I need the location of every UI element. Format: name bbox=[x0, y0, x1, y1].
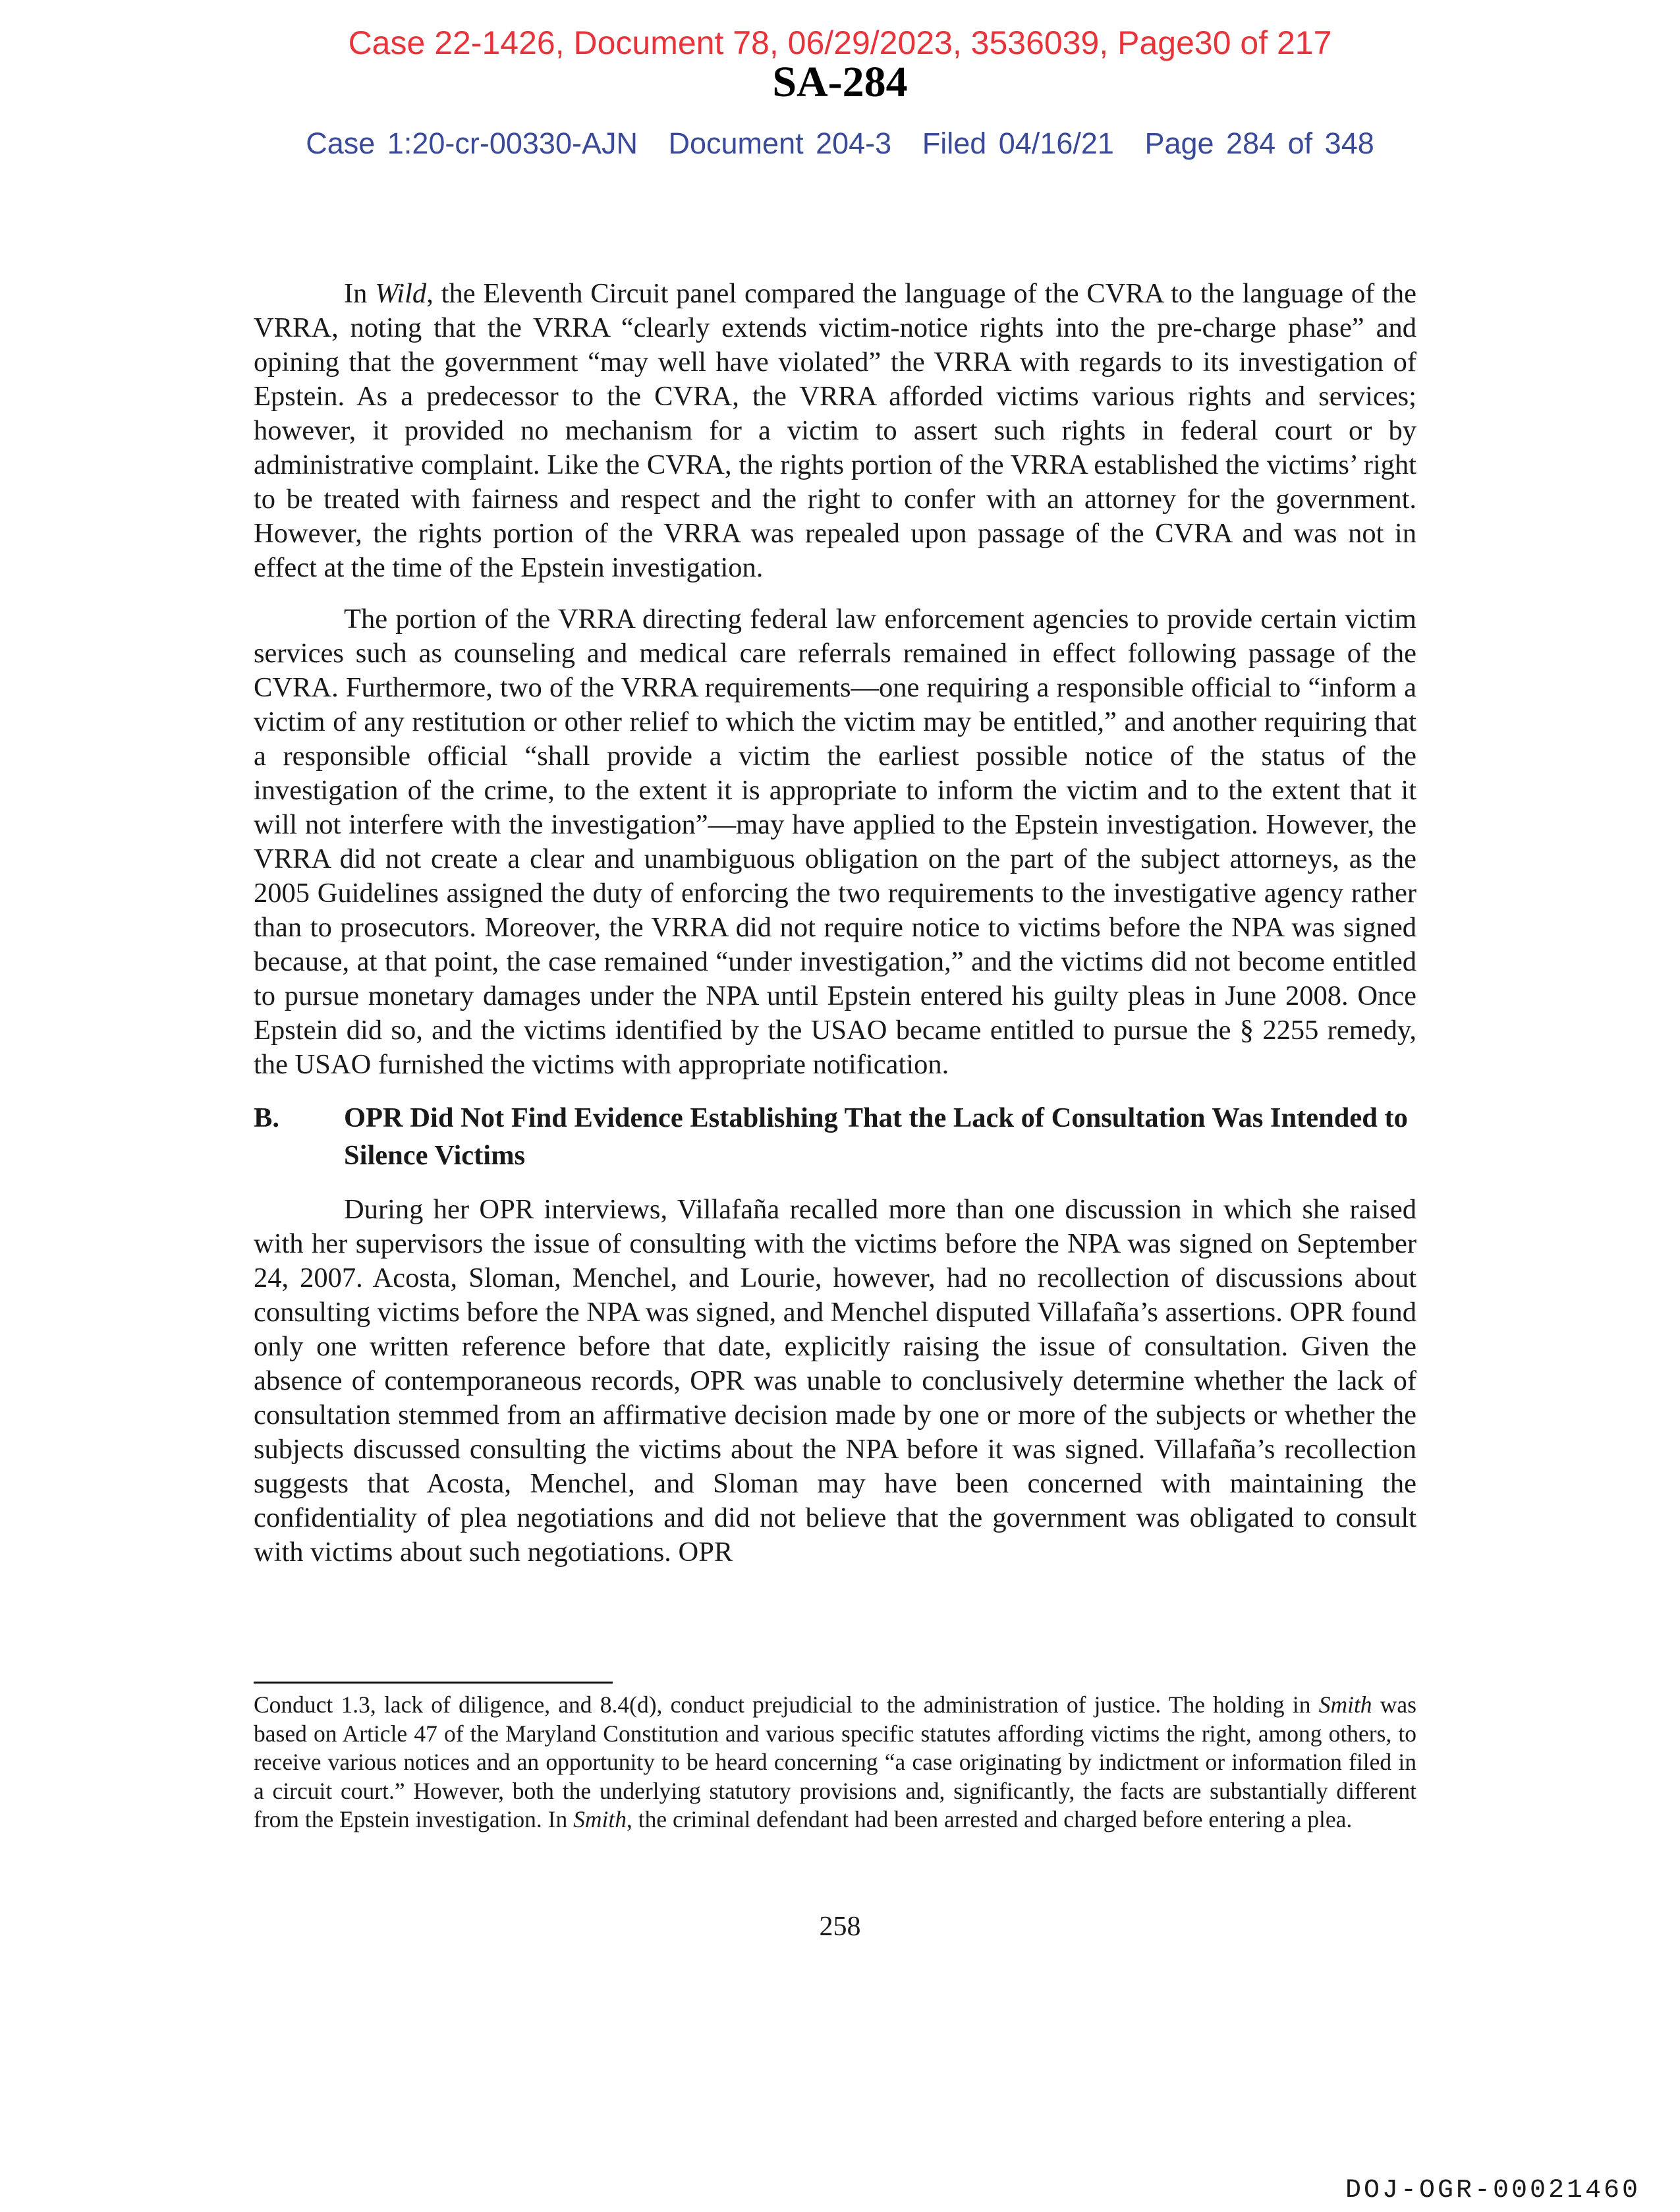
bates-stamp: DOJ-OGR-00021460 bbox=[1345, 2176, 1640, 2205]
case-name-italic: Smith bbox=[1318, 1691, 1372, 1718]
district-case-stamp bbox=[0, 128, 1680, 158]
footnote-separator bbox=[254, 1682, 613, 1684]
footnote-text: , the criminal defendant had been arrested and charged before entering a plea. bbox=[626, 1806, 1353, 1832]
paragraph-opr-interviews: During her OPR interviews, Villafaña recalled more than one discussion in which she raised with her supervisors the issue of consulting with the victims before the NPA was signed on September 24, 2007. Acosta, Sloman, Menchel, and Lourie, however, had no recollection of discussions about consulting victims before the NPA was signed, and Menchel disputed Villafaña’s assertions. OPR found only one written reference before that date, explicitly raising the issue of consultation. Given the absence of contemporaneous records, OPR was unable to conclusively determine whether the lack of consultation stemmed from an affirmative decision made by one or more of the subjects or whether the subjects discussed consulting the victims about the NPA before it was signed. Villafaña’s recollection suggests that Acosta, Menchel, and Sloman may have been concerned with maintaining the confidentiality of plea negotiations and did not believe that the government was obligated to consult with victims about such negotiations. OPR bbox=[254, 1194, 1416, 1568]
case-name-italic: Smith bbox=[573, 1806, 627, 1832]
district-case-number: Case 1:20-cr-00330-AJN bbox=[306, 127, 638, 160]
district-page-count: Page 284 of 348 bbox=[1144, 127, 1374, 160]
paragraph-text: In bbox=[344, 278, 376, 309]
footnote bbox=[254, 1691, 1416, 1834]
footnote-text: was based on Article 47 of the Maryland Constitution and various specific statutes affording victims the right, among others, to receive various notices and an opportunity to be heard concerning “a case originating by indictment or information filed in a circuit court.” However, both the underlying statutory provisions and, significantly, the facts are substantially different from the Epstein investigation. In bbox=[254, 1691, 1416, 1832]
district-filed-date: Filed 04/16/21 bbox=[922, 127, 1114, 160]
paragraph-text: , the Eleventh Circuit panel compared the language of the CVRA to the language of the VRRA, noting that the VRRA “clearly extends victim-notice rights into the pre-charge phase” and opining that the government “may well have violated” the VRRA with regards to its investigation of Epstein. As a predecessor to the CVRA, the VRRA afforded victims various rights and services; however, it provided no mechanism for a victim to assert such rights in federal court or by administrative complaint. Like the CVRA, the rights portion of the VRRA established the victims’ right to be treated with fairness and respect and the right to confer with an attorney for the government. However, the rights portion of the VRRA was repealed upon passage of the CVRA and was not in effect at the time of the Epstein investigation. bbox=[254, 278, 1416, 583]
paragraph-wild-vrra bbox=[254, 277, 1416, 585]
sa-page-label: SA-284 bbox=[772, 58, 908, 106]
section-heading bbox=[254, 1099, 1416, 1174]
document-body bbox=[254, 277, 1416, 1587]
section-letter: B. bbox=[254, 1102, 279, 1133]
appellate-case-stamp: Case 22-1426, Document 78, 06/29/2023, 3536039, Page30 of 217 bbox=[348, 24, 1332, 61]
district-document-number: Document 204-3 bbox=[668, 127, 892, 160]
paragraph-vrra-services: The portion of the VRRA directing federal law enforcement agencies to provide certain victim services such as counseling and medical care referrals remained in effect following passage of the CVRA. Furthermore, two of the VRRA requirements—one requiring a responsible official to “inform a victim of any restitution or other relief to which the victim may be entitled,” and another requiring that a responsible official “shall provide a victim the earliest possible notice of the status of the investigation of the crime, to the extent it is appropriate to inform the victim and to the extent that it will not interfere with the investigation”—may have applied to the Epstein investigation. However, the VRRA did not create a clear and unambiguous obligation on the part of the subject attorneys, as the 2005 Guidelines assigned the duty of enforcing the two requirements to the investigative agency rather than to prosecutors. Moreover, the VRRA did not require notice to victims before the NPA was signed because, at that point, the case remained “under investigation,” and the victims did not become entitled to pursue monetary damages under the NPA until Epstein entered his guilty pleas in June 2008. Once Epstein did so, and the victims identified by the USAO became entitled to pursue the § 2255 remedy, the USAO furnished the victims with appropriate notification. bbox=[254, 604, 1416, 1080]
case-name-italic: Wild bbox=[375, 278, 427, 309]
page-number: 258 bbox=[819, 1912, 861, 1942]
section-title: OPR Did Not Find Evidence Establishing That the Lack of Consultation Was Intended to Silence Victims bbox=[344, 1102, 1408, 1171]
footnote-text: Conduct 1.3, lack of diligence, and 8.4(d), conduct prejudicial to the administration of justice. The holding in bbox=[254, 1691, 1319, 1718]
